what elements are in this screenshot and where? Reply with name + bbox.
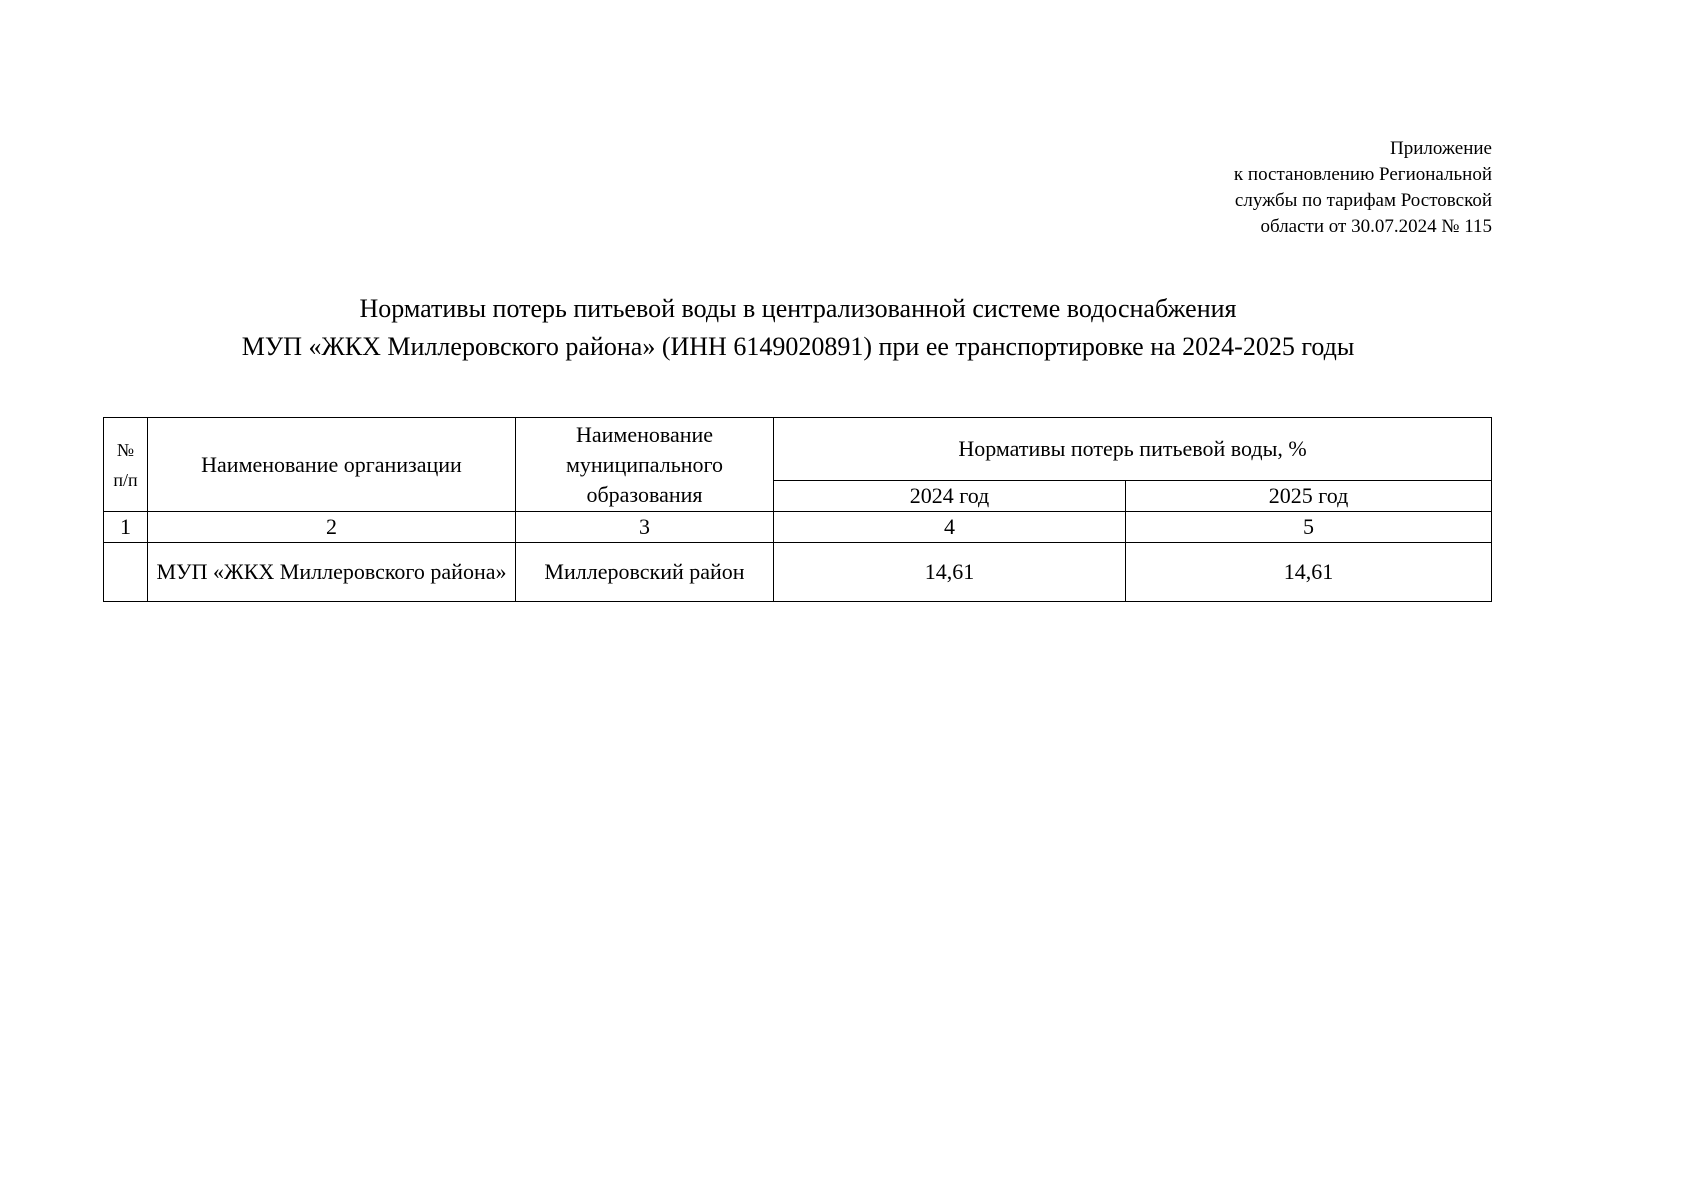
row-value-2024: 14,61 bbox=[774, 543, 1126, 602]
document-title bbox=[104, 290, 1492, 366]
appendix-note bbox=[1234, 136, 1492, 240]
header-number bbox=[104, 418, 148, 512]
column-number-row bbox=[104, 512, 1492, 543]
appendix-line: к постановлению Региональной bbox=[1233, 164, 1492, 185]
title-line-1: Нормативы потерь питьевой воды в централизованной системе водоснабжения bbox=[359, 294, 1237, 323]
appendix-line: области от 30.07.2024 № 115 bbox=[1260, 216, 1492, 237]
header-year-2025: 2025 год bbox=[1126, 481, 1492, 512]
table-row bbox=[104, 543, 1492, 602]
header-municipality: Наименование муниципального образования bbox=[516, 418, 774, 512]
header-number-sign: № bbox=[116, 439, 135, 460]
header-organization: Наименование организации bbox=[148, 418, 516, 512]
column-number: 2 bbox=[148, 512, 516, 543]
column-number: 1 bbox=[104, 512, 148, 543]
header-year-2024: 2024 год bbox=[774, 481, 1126, 512]
column-number: 5 bbox=[1126, 512, 1492, 543]
row-municipality: Миллеровский район bbox=[516, 543, 774, 602]
header-norms: Нормативы потерь питьевой воды, % bbox=[774, 418, 1492, 481]
row-value-2025: 14,61 bbox=[1126, 543, 1492, 602]
column-number: 4 bbox=[774, 512, 1126, 543]
title-line-2: МУП «ЖКХ Миллеровского района» (ИНН 6149020891) при ее транспортировке на 2024-2025 годы bbox=[241, 332, 1355, 361]
header-number-pp: п/п bbox=[113, 469, 138, 490]
table-header-row bbox=[104, 418, 1492, 481]
norms-table bbox=[103, 417, 1492, 602]
appendix-line: службы по тарифам Ростовской bbox=[1234, 190, 1492, 211]
row-number bbox=[104, 543, 148, 602]
column-number: 3 bbox=[516, 512, 774, 543]
appendix-line: Приложение bbox=[1390, 138, 1492, 159]
row-organization: МУП «ЖКХ Миллеровского района» bbox=[148, 543, 516, 602]
